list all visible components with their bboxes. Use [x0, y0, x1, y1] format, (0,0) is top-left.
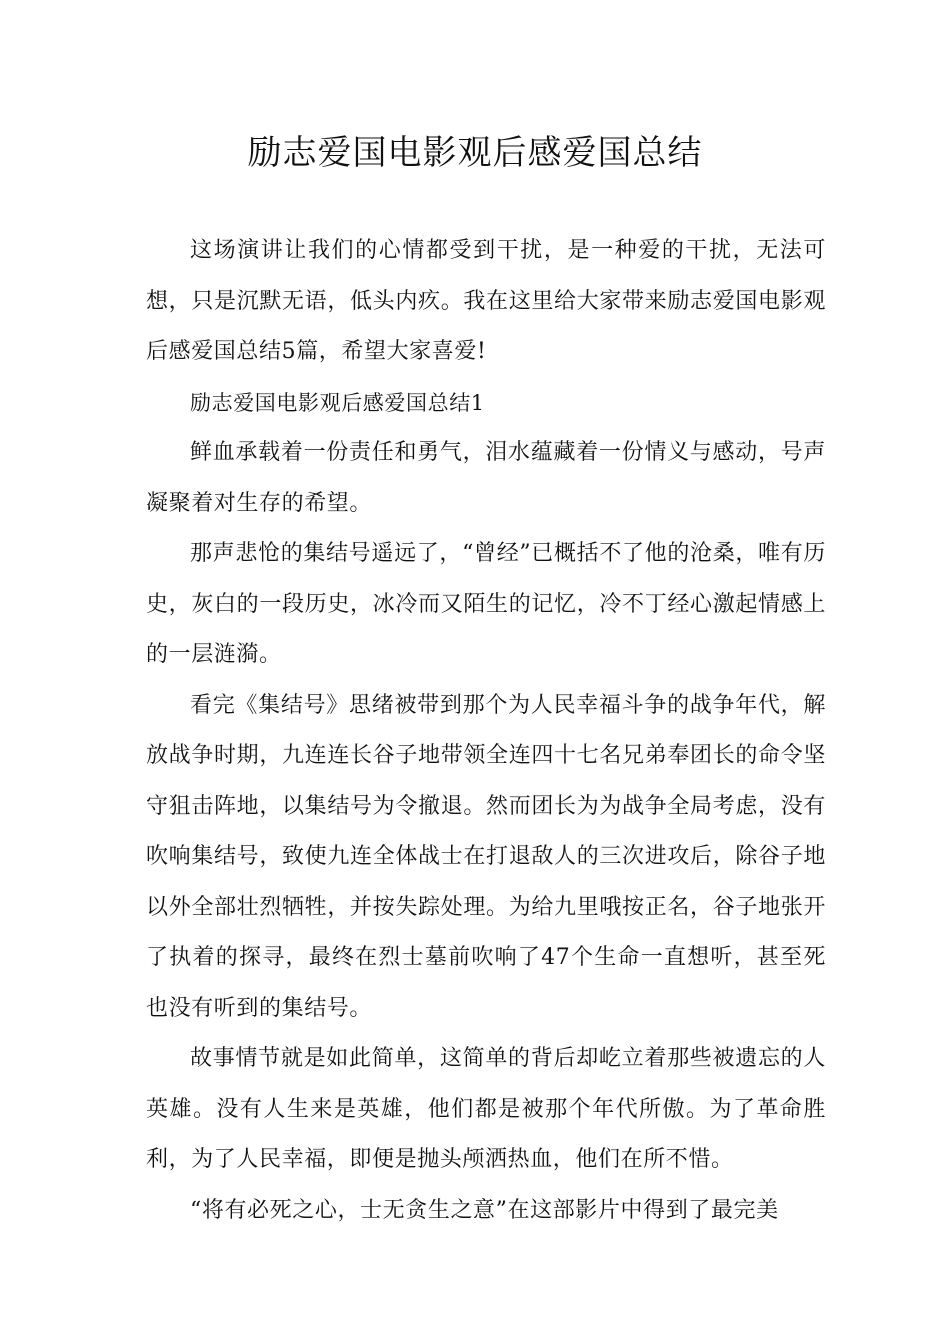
paragraph: 那声悲怆的集结号遥远了，“曾经”已概括不了他的沧桑，唯有历史，灰白的一段历史，冰冷而又陌生的记忆，冷不丁经心激起情感上的一层涟漪。 — [146, 541, 826, 667]
paragraph: 鲜血承载着一份责任和勇气，泪水蕴藏着一份情义与感动，号声凝聚着对生存的希望。 — [146, 440, 826, 516]
document-title: 励志爱国电影观后感爱国总结 — [247, 133, 703, 173]
paragraph: 看完《集结号》思绪被带到那个为人民幸福斗争的战争年代，解放战争时期，九连连长谷子地带领全连四十七名兄弟奉团长的命令坚守狙击阵地，以集结号为令撤退。然而团长为为战争全局考虑，没有吹响集结号，致使九连全体战士在打退敌人的三次进攻后，除谷子地以外全部壮烈牺牲，并按失踪处理。为给九里哦按正名，谷子地张开了执着的探寻，最终在烈士墓前吹响了47个生命一直想听，甚至死也没有听到的集结号。 — [146, 692, 826, 1021]
document-body — [146, 226, 826, 1236]
section-heading-1: 励志爱国电影观后感爱国总结1 — [190, 390, 485, 415]
paragraph: 故事情节就是如此简单，这简单的背后却屹立着那些被遗忘的人英雄。没有人生来是英雄，他们都是被那个年代所傲。为了革命胜利，为了人民幸福，即便是抛头颅洒热血，他们在所不惜。 — [146, 1046, 826, 1172]
paragraph: “将有必死之心，士无贪生之意”在这部影片中得到了最完美 — [190, 1197, 779, 1223]
paragraph-intro: 这场演讲让我们的心情都受到干扰，是一种爱的干扰，无法可想，只是沉默无语，低头内疚。我在这里给大家带来励志爱国电影观后感爱国总结5篇，希望大家喜爱! — [146, 238, 826, 364]
